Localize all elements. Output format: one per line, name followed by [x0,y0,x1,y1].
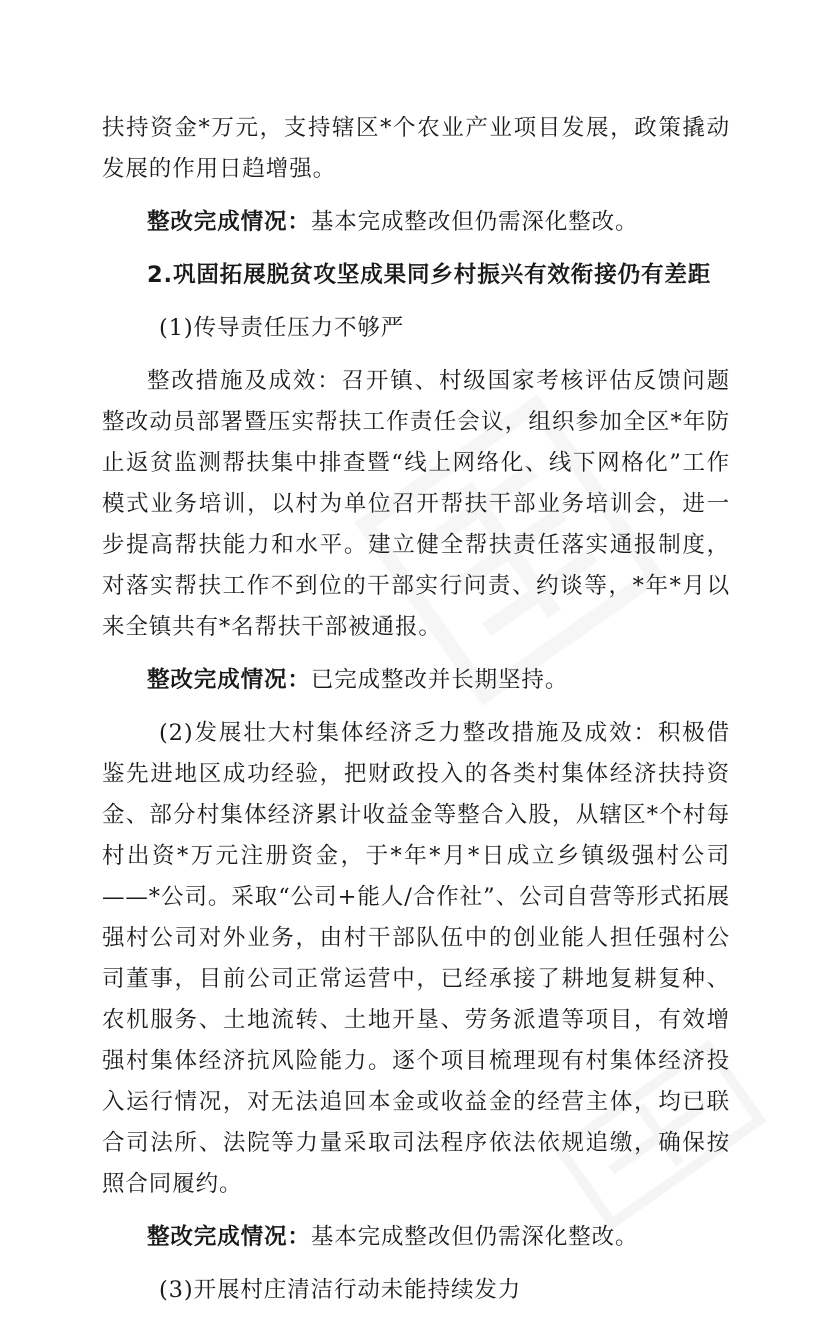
paragraph-completion-status-1 [102,202,730,243]
document-body [102,108,730,1323]
subsection-heading-1: (1)传导责任压力不够严 [159,315,405,341]
completion-status-value: 基本完成整改但仍需深化整改。 [310,1224,639,1250]
paragraph-funding: 扶持资金*万元，支持辖区*个农业产业项目发展，政策撬动发展的作用日趋增强。 [102,115,730,182]
completion-status-label: 整改完成情况： [147,1224,311,1250]
completion-status-label: 整改完成情况： [147,209,311,235]
paragraph-measures-2: (2)发展壮大村集体经济乏力整改措施及成效：积极借鉴先进地区成功经验，把财政投入的各类村集体经济扶持资金、部分村集体经济累计收益金等整合入股，从辖区*个村每村出资*万元注册资金，于*年*月*日成立乡镇级强村公司——*公司。采取“公司+能人/合作社”、公司自营等形式拓展强村公司对外业务，由村干部队伍中的创业能人担任强村公司董事，目前公司正常运营中，已经承接了耕地复耕复种、农机服务、土地流转、土地开垦、劳务派遣等项目，有效增强村集体经济抗风险能力。逐个项目梳理现有村集体经济投入运行情况，对无法追回本金或收益金的经营主体，均已联合司法所、法院等力量采取司法程序依法依规追缴，确保按照合同履约。 [102,720,730,1197]
subsection-heading-3: (3)开展村庄清洁行动未能持续发力 [159,1277,522,1303]
completion-status-label: 整改完成情况： [147,667,311,693]
paragraph-measures-1: 整改措施及成效：召开镇、村级国家考核评估反馈问题整改动员部署暨压实帮扶工作责任会议，组织参加全区*年防止返贫监测帮扶集中排查暨“线上网络化、线下网格化”工作模式业务培训，以村为单位召开帮扶干部业务培训会，进一步提高帮扶能力和水平。建立健全帮扶责任落实通报制度，对落实帮扶工作不到位的干部实行问责、约谈等，*年*月以来全镇共有*名帮扶干部被通报。 [102,368,730,640]
completion-status-value: 基本完成整改但仍需深化整改。 [310,209,639,235]
completion-status-value: 已完成整改并长期坚持。 [310,667,569,693]
paragraph-completion-status-3 [102,1217,730,1258]
paragraph-completion-status-2 [102,660,730,701]
section-heading: 2.巩固拓展脱贫攻坚成果同乡村振兴有效衔接仍有差距 [147,262,712,288]
